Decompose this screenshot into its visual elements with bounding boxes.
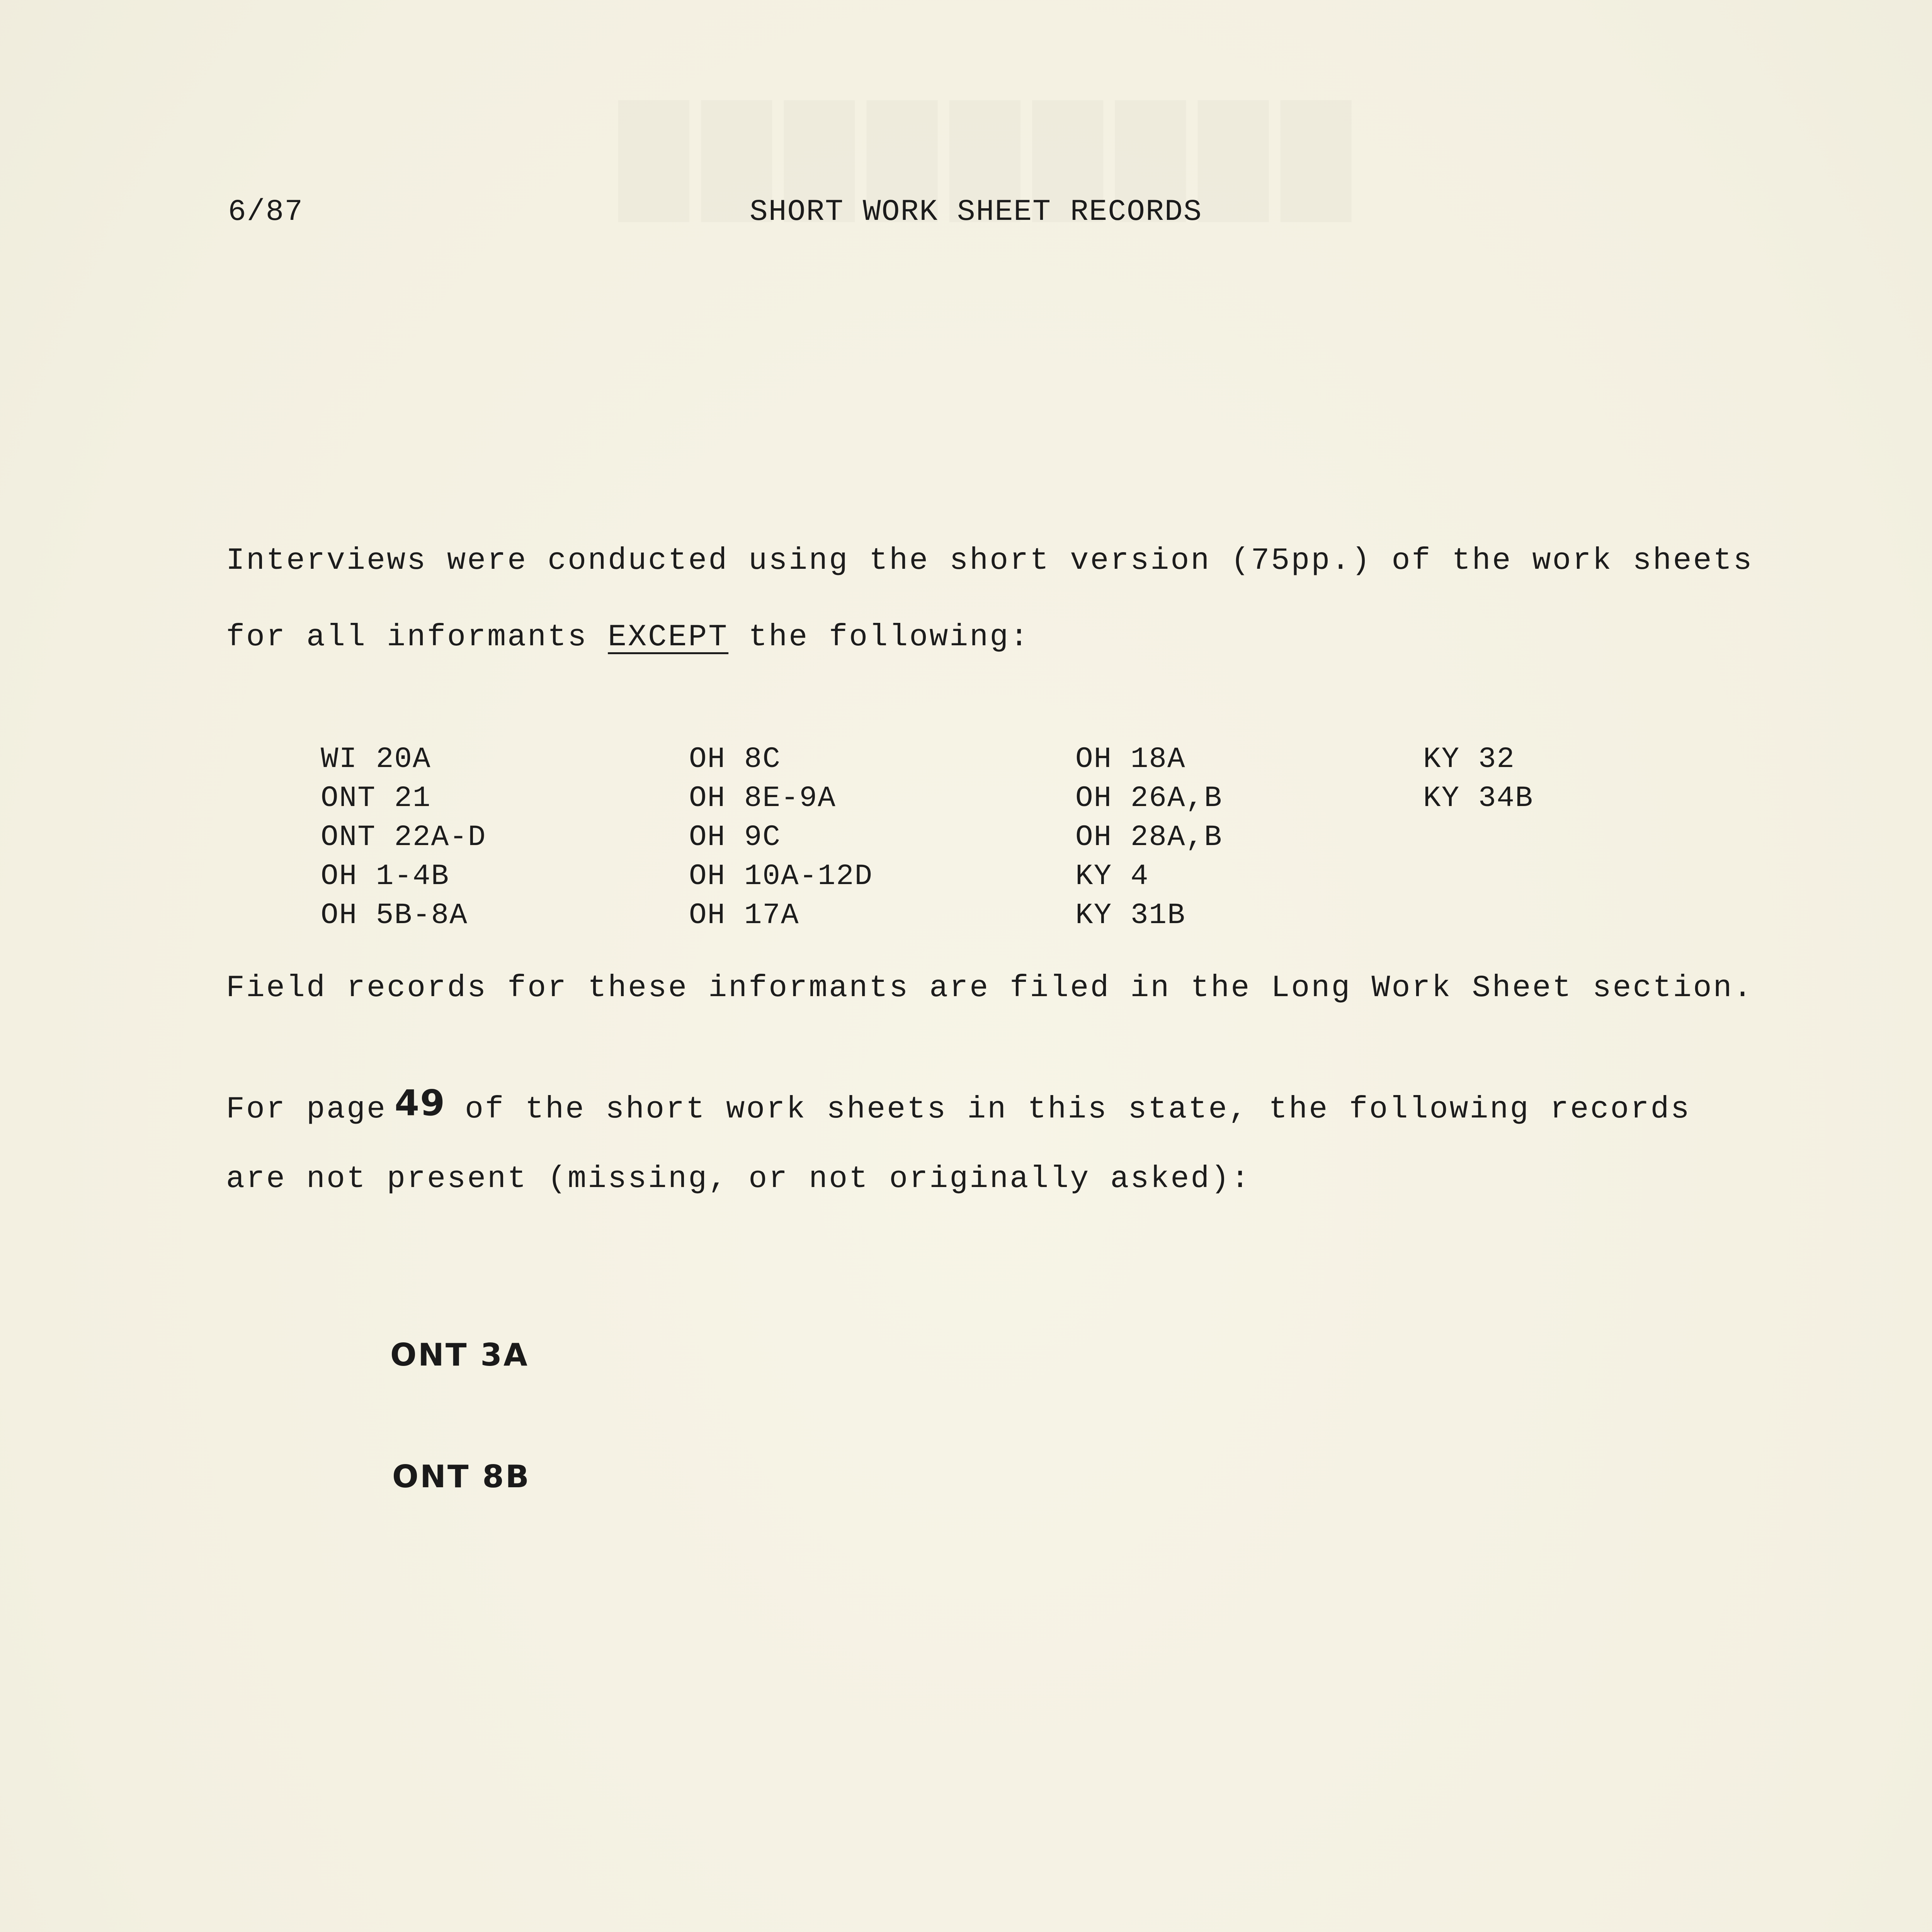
- missing-line-1-end: of the short work sheets in this state, the following records: [465, 1092, 1691, 1127]
- exception-item: OH 5B-8A: [321, 899, 468, 932]
- intro-line-2-start: for all informants: [226, 620, 608, 655]
- exception-column-3: [1075, 740, 1223, 935]
- intro-line-1: Interviews were conducted using the short version (75pp.) of the work sheets: [226, 543, 1753, 578]
- exception-item: ONT 22A-D: [321, 821, 486, 854]
- emboss-watermark-top: [618, 100, 1363, 216]
- header-title: SHORT WORK SHEET RECORDS: [750, 195, 1202, 229]
- exception-item: OH 8E-9A: [689, 782, 836, 815]
- exception-item: ONT 21: [321, 782, 431, 815]
- exception-column-1: [321, 740, 486, 935]
- exception-item: KY 4: [1075, 860, 1149, 893]
- exception-item: OH 9C: [689, 821, 781, 854]
- exception-item: OH 17A: [689, 899, 799, 932]
- exception-item: KY 32: [1423, 743, 1515, 776]
- handwritten-record: ONT 3A: [390, 1337, 529, 1373]
- exception-column-2: [689, 740, 873, 935]
- intro-line-2: [226, 622, 1030, 653]
- except-emphasis: EXCEPT: [608, 620, 729, 655]
- exception-item: WI 20A: [321, 743, 431, 776]
- handwritten-page-number: 49: [395, 1082, 446, 1124]
- handwritten-record: ONT 8B: [392, 1459, 531, 1495]
- exception-item: OH 18A: [1075, 743, 1186, 776]
- intro-line-2-end: the following:: [728, 620, 1030, 655]
- exception-item: KY 31B: [1075, 899, 1186, 932]
- header-date: 6/87: [228, 195, 304, 229]
- field-records-note: Field records for these informants are filed in the Long Work Sheet section.: [226, 971, 1753, 1006]
- exception-item: OH 28A,B: [1075, 821, 1223, 854]
- exception-item: OH 26A,B: [1075, 782, 1223, 815]
- missing-line-1-start: For page: [226, 1092, 387, 1127]
- exception-item: OH 1-4B: [321, 860, 450, 893]
- missing-line-2: are not present (missing, or not originally asked):: [226, 1162, 1251, 1197]
- exception-item: OH 8C: [689, 743, 781, 776]
- exception-item: OH 10A-12D: [689, 860, 873, 893]
- missing-line-1: [226, 1082, 1691, 1127]
- exception-item: KY 34B: [1423, 782, 1534, 815]
- exception-column-4: [1423, 740, 1534, 818]
